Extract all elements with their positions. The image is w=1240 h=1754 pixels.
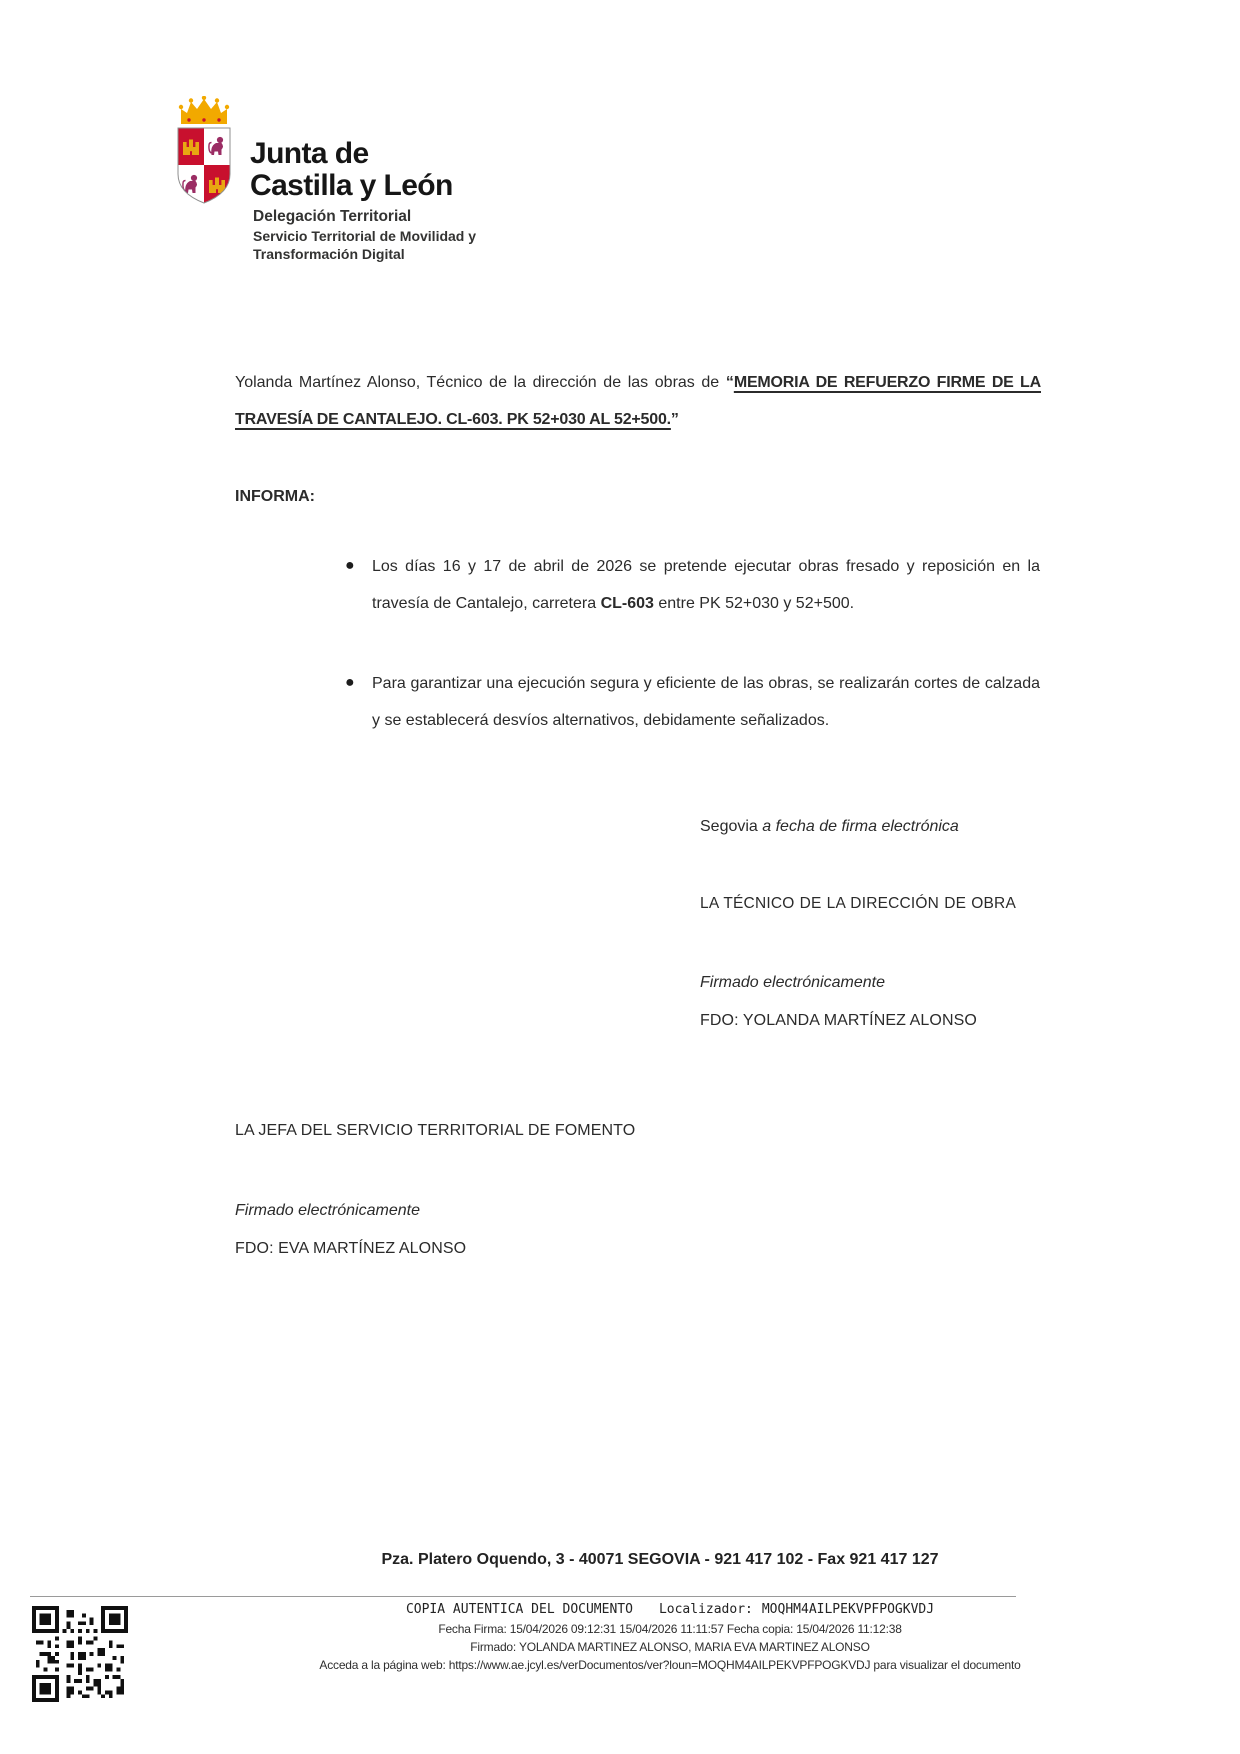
bullet-1-post: entre PK 52+030 y 52+500.: [653, 595, 855, 612]
signed-note-left: Firmado electrónicamente: [235, 1202, 420, 1219]
bullet-2-text: [372, 665, 1040, 739]
intro-text: Yolanda Martínez Alonso, Técnico de la dirección de las obras de: [235, 374, 726, 391]
auth-signed-line: Firmado: YOLANDA MARTINEZ ALONSO, MARIA EVA MARTINEZ ALONSO: [470, 1640, 870, 1654]
auth-access-line: Acceda a la página web: https://www.ae.jcyl.es/verDocumentos/ver?loun=MOQHM4AILPEKVPFPOGKVDJ para visualizar el documento: [319, 1658, 1021, 1672]
bullet-1-text: [372, 548, 1040, 622]
auth-copy-label: COPIA AUTENTICA DEL DOCUMENTO: [405, 1602, 633, 1617]
qr-code: [31, 1606, 129, 1707]
brand-line1: Junta de: [250, 137, 369, 170]
brand-name: [250, 138, 453, 202]
role-left: LA JEFA DEL SERVICIO TERRITORIAL DE FOMENTO: [235, 1122, 636, 1139]
bullet-1-pre: Los días 16 y 17 de abril de 2026 se pretende ejecutar obras fresado y reposición en la travesía de Cantalejo, carretera: [372, 558, 1040, 612]
bullet-dot: ●: [345, 557, 355, 574]
role-right: LA TÉCNICO DE LA DIRECCIÓN DE OBRA: [700, 895, 1016, 912]
footer-address: Pza. Platero Oquendo, 3 - 40071 SEGOVIA - 921 417 102 - Fax 921 417 127: [381, 1551, 939, 1568]
quote-open: “: [725, 374, 734, 391]
service-line2: Transformación Digital: [253, 246, 405, 262]
brand-line2: Castilla y León: [250, 169, 453, 202]
work-title: MEMORIA DE REFUERZO FIRME DE LA TRAVESÍA DE CANTALEJO. CL-603. PK 52+030 AL 52+500.: [235, 374, 1041, 428]
department-title: Delegación Territorial: [253, 208, 412, 225]
department-block: [253, 207, 476, 263]
informa-heading: INFORMA:: [235, 488, 315, 505]
quote-close: ”: [670, 411, 679, 428]
signer-right: FDO: YOLANDA MARTÍNEZ ALONSO: [700, 1012, 977, 1029]
bullet-1-bold: CL-603: [600, 595, 654, 612]
auth-locator-label: Localizador:: [658, 1602, 753, 1617]
bullet-item-1: [372, 548, 1040, 622]
jcyl-coat-of-arms-icon: [172, 96, 236, 208]
auth-block: [180, 1600, 1160, 1674]
separator-line: [30, 1596, 1016, 1597]
auth-copy-line: [180, 1600, 1160, 1620]
intro-paragraph: [235, 364, 1041, 438]
auth-dates-line: Fecha Firma: 15/04/2026 09:12:31 15/04/2026 11:11:57 Fecha copia: 15/04/2026 11:12:38: [438, 1622, 902, 1636]
signed-note-right: Firmado electrónicamente: [700, 974, 885, 991]
service-line1: Servicio Territorial de Movilidad y: [253, 228, 477, 244]
bullet-dot: ●: [345, 674, 355, 691]
bullet-2-pre: Para garantizar una ejecución segura y eficiente de las obras, se realizarán cortes de calzada y se establecerá desvíos alternativos, debidamente señalizados.: [372, 675, 1040, 729]
place-date-line: [700, 818, 959, 836]
place: Segovia: [700, 818, 763, 835]
date-note: a fecha de firma electrónica: [762, 818, 959, 835]
signer-left: FDO: EVA MARTÍNEZ ALONSO: [235, 1240, 467, 1257]
auth-locator-value: MOQHM4AILPEKVPFPOGKVDJ: [761, 1602, 935, 1617]
bullet-item-2: [372, 665, 1040, 739]
